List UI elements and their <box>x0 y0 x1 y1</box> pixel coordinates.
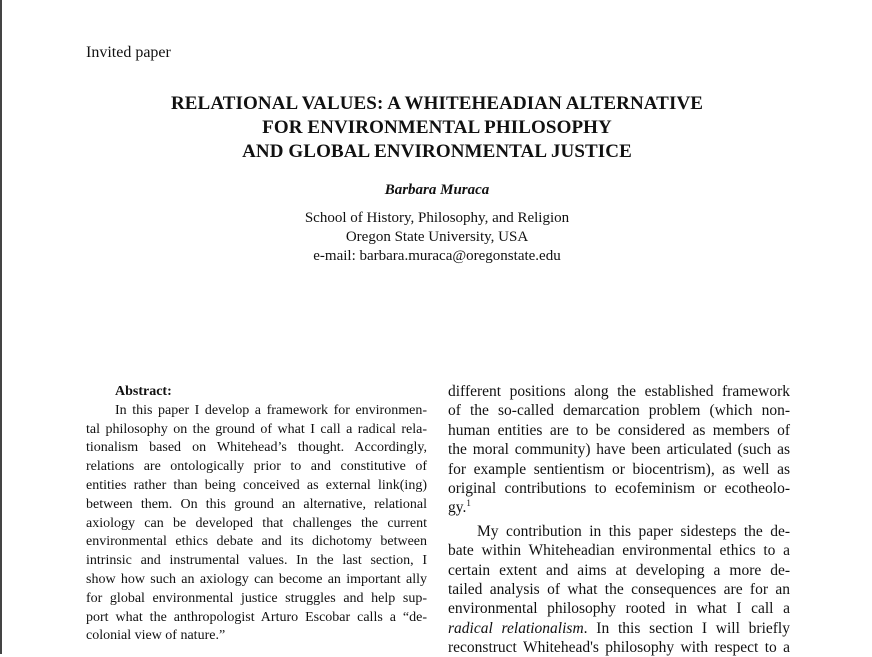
affiliation-school: School of History, Philosophy, and Religion <box>304 210 570 226</box>
title-line: AND GLOBAL ENVIRONMENTAL JUSTICE <box>242 141 632 162</box>
header-label: Invited paper <box>86 44 171 61</box>
abstract-column <box>86 383 427 646</box>
abstract-heading: Abstract: <box>115 384 172 399</box>
body-column <box>448 382 790 657</box>
title-line: RELATIONAL VALUES: A WHITEHEADIAN ALTERNATIVE <box>170 93 704 114</box>
abstract-line: relations are ontologically prior to and constitutive of <box>86 459 427 475</box>
body-line: tailed analysis of what the consequences are for an <box>448 580 790 598</box>
abstract-line: port what the anthropologist Arturo Escobar calls a “de- <box>86 609 427 625</box>
abstract-line: tionalism based on Whitehead’s thought. Accordingly, <box>86 440 427 456</box>
body-line: original contributions to ecofeminism or ecotheolo- <box>448 479 790 497</box>
body-line: human entities are to be considered as members of <box>448 421 790 439</box>
author-name: Barbara Muraca <box>384 182 490 198</box>
body-line: My contribution in this paper sidesteps the de- <box>477 522 790 540</box>
abstract-line: environmental ethics debate and its dichotomy between <box>86 534 427 550</box>
body-line: bate within Whiteheadian environmental ethics to a <box>448 542 790 560</box>
body-line-text: gy. <box>448 499 467 517</box>
abstract-line: tal philosophy on the ground of what I call a radical rela- <box>86 421 427 437</box>
abstract-line: In this paper I develop a framework for environmen- <box>115 402 427 418</box>
author-affiliation <box>0 209 872 266</box>
abstract-line: for global environmental justice struggles and help sup- <box>86 590 427 606</box>
body-line <box>448 498 790 517</box>
body-line: of the so-called demarcation problem (which non- <box>448 402 790 420</box>
abstract-line: entities rather than being conceived as external link(ing) <box>86 477 427 493</box>
abstract-line: axiology can be developed that challenges the current <box>86 515 427 531</box>
body-line-text: . In this section I will briefly <box>583 619 790 637</box>
abstract-line: between them. On this ground an alternative, relational <box>86 496 427 512</box>
body-line: environmental philosophy rooted in what I call a <box>448 600 790 618</box>
abstract-line: colonial view of nature.” <box>86 628 226 644</box>
body-line <box>448 619 790 638</box>
affiliation-email[interactable]: e-mail: barbara.muraca@oregonstate.edu <box>313 248 561 264</box>
footnote-marker[interactable]: 1 <box>466 498 471 509</box>
body-line: the moral community) have been articulated (such as <box>448 441 790 459</box>
title-line: FOR ENVIRONMENTAL PHILOSOPHY <box>262 117 612 138</box>
body-line: certain extent and aims at developing a more de- <box>448 561 790 579</box>
italic-phrase: radical relationalism <box>448 619 584 637</box>
affiliation-university: Oregon State University, USA <box>345 229 529 245</box>
paper-title <box>0 92 872 164</box>
abstract-line: show how such an axiology can become an important ally <box>86 571 427 587</box>
abstract-line: intrinsic and instrumental values. In the last section, I <box>86 553 427 569</box>
body-line: different positions along the established framework <box>448 383 790 400</box>
body-line: reconstruct Whitehead's philosophy with respect to a <box>448 639 790 657</box>
body-line: for example sentientism or biocentrism), as well as <box>448 460 790 478</box>
